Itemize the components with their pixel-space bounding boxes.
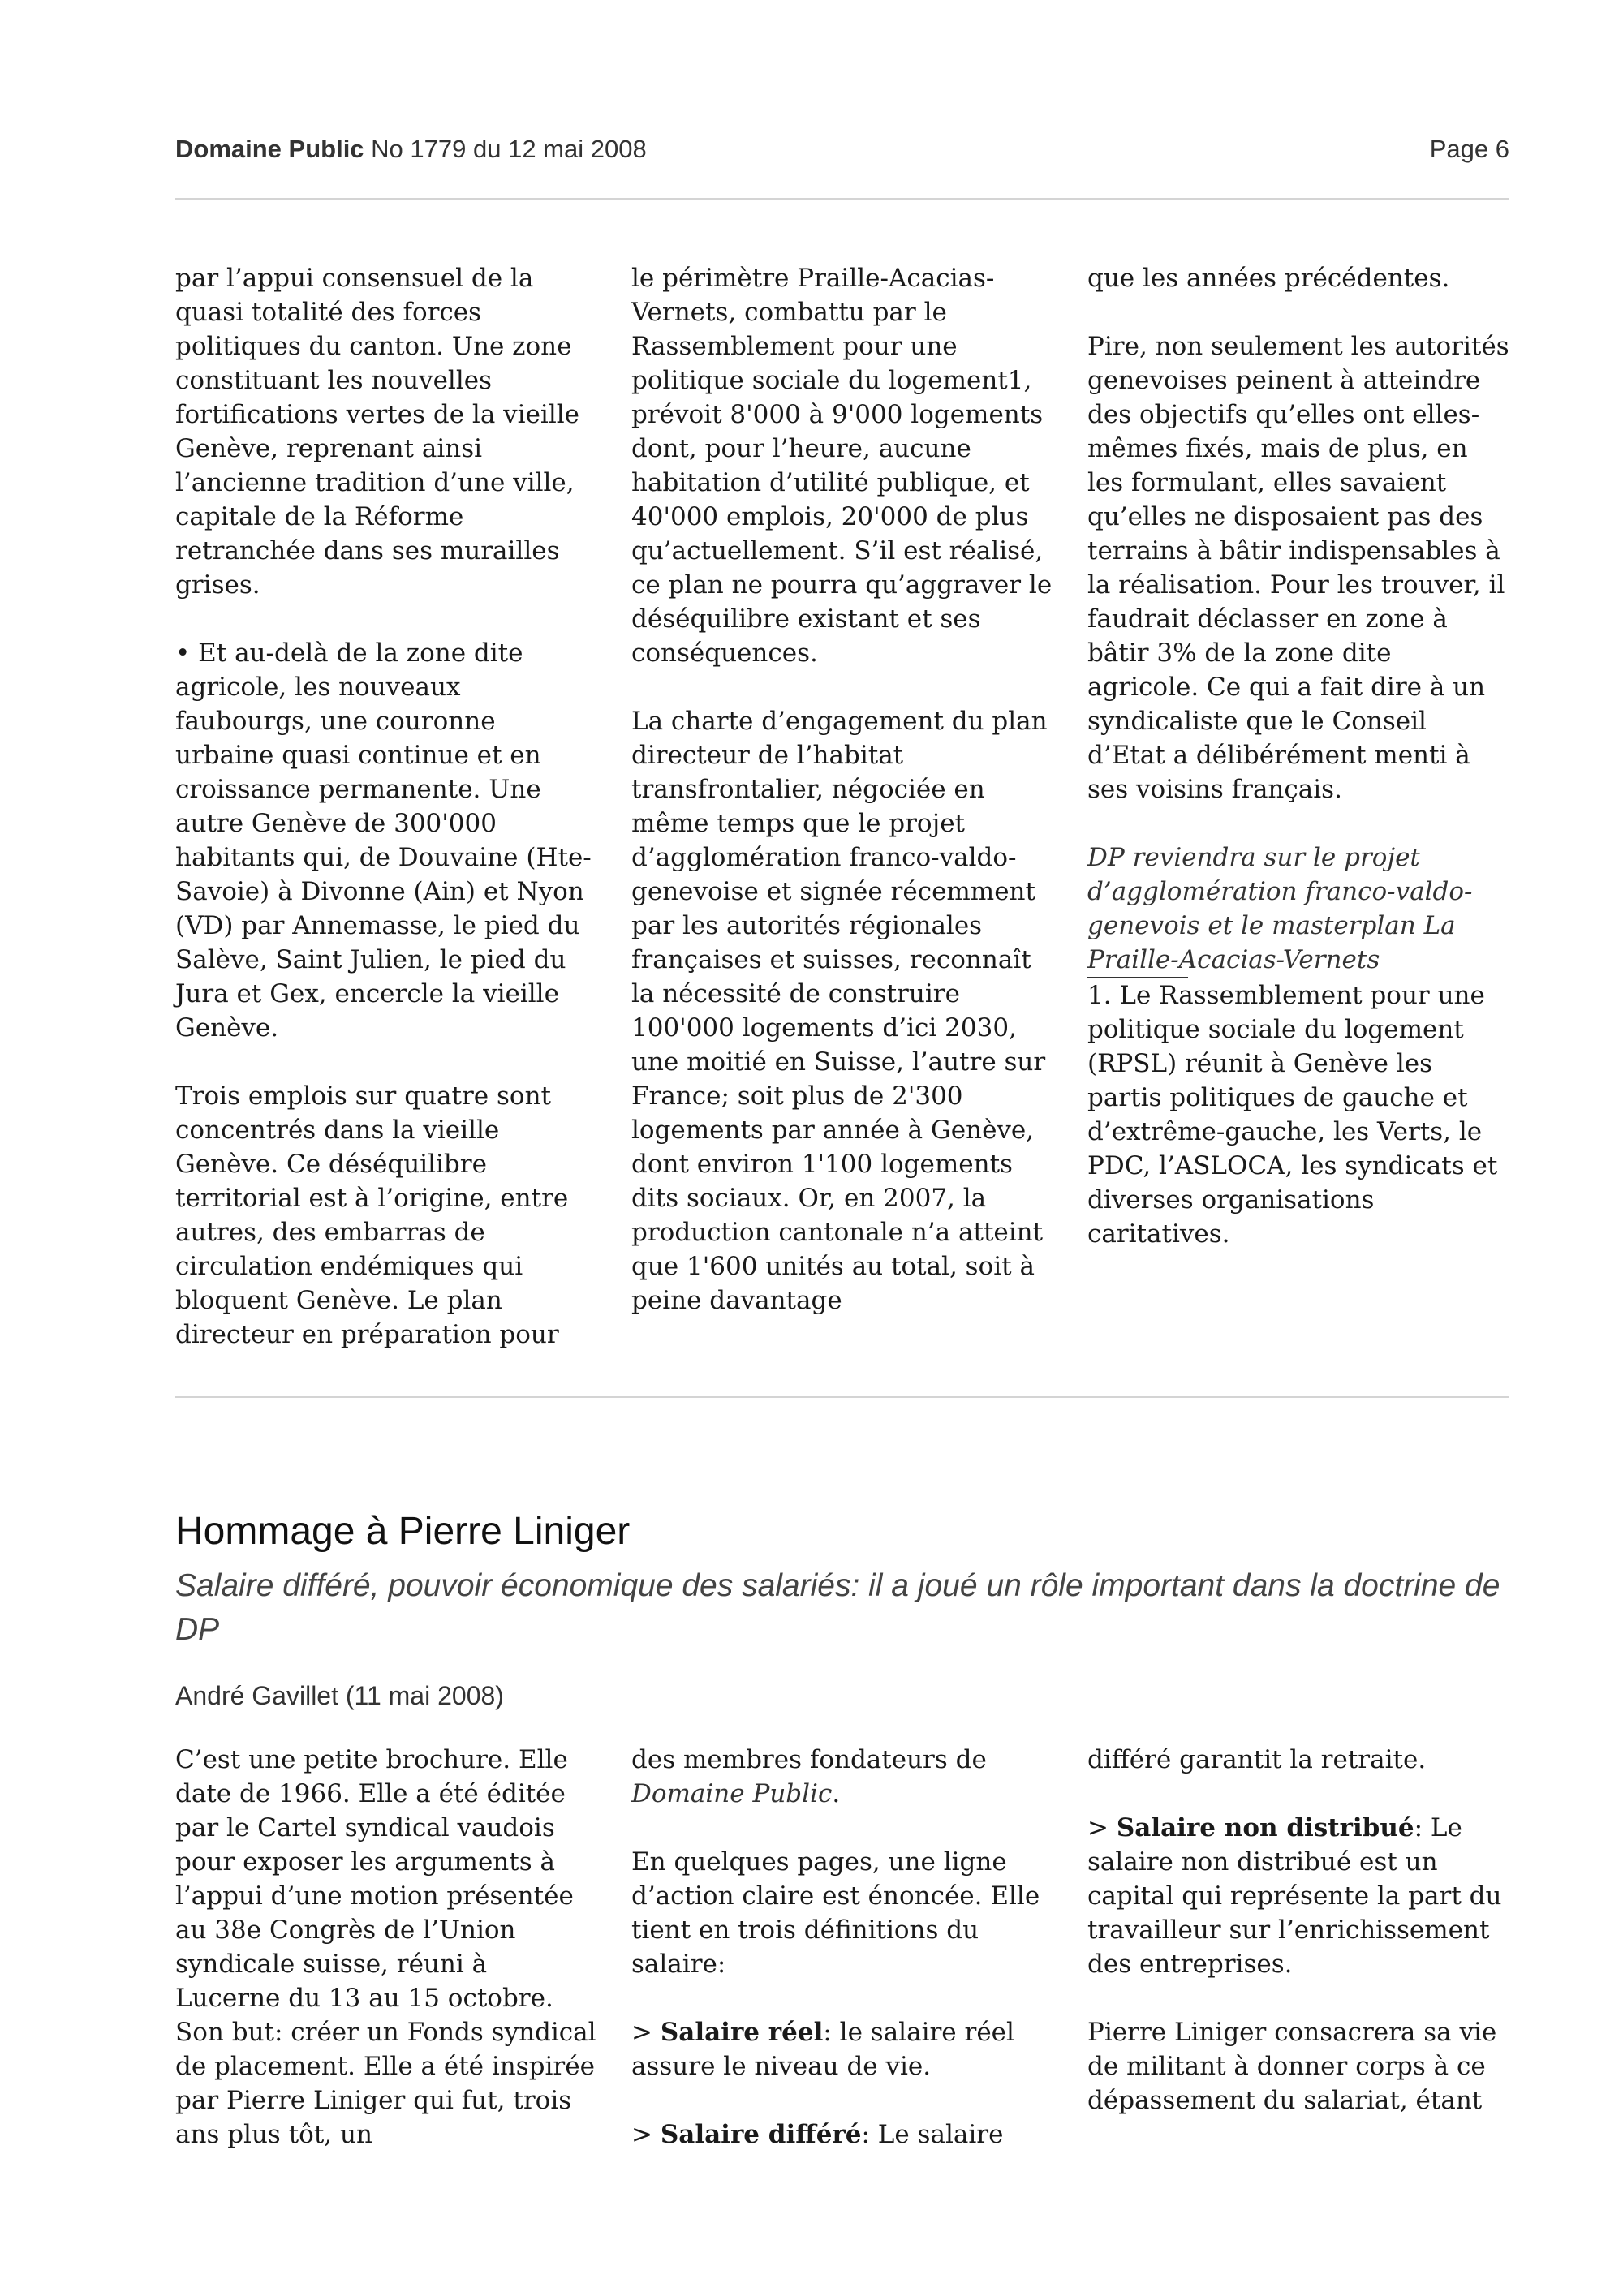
definition-marker: > bbox=[631, 2120, 661, 2149]
definition-text: : le salaire réel assure le niveau de vie. bbox=[631, 2018, 1014, 2081]
paragraph: Pierre Liniger consacrera sa vie de militant à donner corps à ce dépassement du salariat, étant bbox=[1087, 2018, 1497, 2115]
footnote: 1. Le Rassemblement pour une politique sociale du logement (RPSL) réunit à Genève les partis politiques de gauche et d’extrême-gauche, les Verts, le PDC, l’ASLOCA, les syndicats et diverses organisations caritatives. bbox=[1087, 981, 1498, 1249]
journal-name: Domaine Public bbox=[631, 1779, 833, 1808]
page-header bbox=[175, 135, 1509, 170]
paragraph: que les années précédentes. bbox=[1087, 264, 1450, 293]
article-body bbox=[175, 1743, 1509, 2262]
paragraph: le périmètre Praille-Acacias-Vernets, combattu par le Rassemblement pour une politique sociale du logement1, prévoit 8'000 à 9'000 logements dont, pour l’heure, aucune habitation d’utilité publique, et 40'000 emplois, 20'000 de plus qu’actuellement. S’il est réalisé, ce plan ne pourra qu’aggraver le déséquilibre existant et ses conséquences. bbox=[631, 264, 1053, 668]
column-3 bbox=[1087, 1743, 1509, 2262]
paragraph-text: des membres fondateurs de bbox=[631, 1745, 987, 1774]
editorial-note: DP reviendra sur le projet d’agglomération franco-valdo-genevois et le masterplan La Praille-Acacias-Vernets bbox=[1087, 843, 1473, 974]
article-title: Hommage à Pierre Liniger bbox=[175, 1510, 631, 1553]
paragraph: par l’appui consensuel de la quasi totalité des forces politiques du canton. Une zone constituant les nouvelles fortifications vertes de la vieille Genève, reprenant ainsi l’ancienne tradition d’une ville, capitale de la Réforme retranchée dans ses murailles grises. bbox=[175, 264, 580, 600]
definition-marker: > bbox=[1087, 1813, 1117, 1842]
definition-label: Salaire réel bbox=[660, 2018, 824, 2047]
page-number: Page 6 bbox=[1429, 135, 1509, 163]
article-subtitle: Salaire différé, pouvoir économique des salariés: il a joué un rôle important dans la doctrine de DP bbox=[175, 1568, 1500, 1647]
paragraph: • Et au-delà de la zone dite agricole, les nouveaux faubourgs, une couronne urbaine quasi continue et en croissance permanente. Une autre Genève de 300'000 habitants qui, de Douvaine (Hte-Savoie) à Divonne (Ain) et Nyon (VD) par Annemasse, le pied du Salève, Saint Julien, le pied du Jura et Gex, encercle la vieille Genève. bbox=[175, 638, 592, 1043]
definition-label: Salaire non distribué bbox=[1116, 1813, 1414, 1842]
paragraph: La charte d’engagement du plan directeur de l’habitat transfrontalier, négociée en même temps que le projet d’agglomération franco-valdo-genevoise et signée récemment par les autorités régionales françaises et suisses, reconnaît la nécessité de construire 100'000 logements d’ici 2030, une moitié en Suisse, l’autre sur France; soit plus de 2'300 logements par année à Genève, dont environ 1'100 logements dits sociaux. Or, en 2007, la production cantonale n’a atteint que 1'600 unités au total, soit à peine davantage bbox=[631, 707, 1048, 1315]
paragraph-end: . bbox=[832, 1779, 841, 1808]
column-2 bbox=[631, 1743, 1053, 2262]
definition-marker: > bbox=[631, 2018, 661, 2047]
paragraph: Pire, non seulement les autorités genevoises peinent à atteindre des objectifs qu’elles ont elles-mêmes fixés, mais de plus, en les formulant, elles savaient qu’elles ne disposaient pas des terrains à bâtir indispensables à la réalisation. Pour les trouver, il faudrait déclasser en zone à bâtir 3% de la zone dite agricole. Ce qui a fait dire à un syndicaliste que le Conseil d’Etat a délibérément menti à ses voisins français. bbox=[1087, 332, 1509, 804]
paragraph: différé garantit la retraite. bbox=[1087, 1745, 1427, 1774]
definition-label: Salaire différé bbox=[660, 2120, 862, 2149]
publication-name: Domaine Public bbox=[175, 135, 364, 163]
paragraph: Trois emplois sur quatre sont concentrés dans la vieille Genève. Ce déséquilibre territorial est à l’origine, entre autres, des embarras de circulation endémiques qui bloquent Genève. Le plan directeur en préparation pour bbox=[175, 1081, 569, 1349]
definition-text: : Le salaire bbox=[861, 2120, 1004, 2149]
paragraph bbox=[631, 1743, 1053, 1811]
article-divider bbox=[175, 1396, 1509, 1398]
article-byline: André Gavillet (11 mai 2008) bbox=[175, 1681, 504, 1710]
issue-info: No 1779 du 12 mai 2008 bbox=[371, 135, 647, 163]
definition-text: : Le salaire non distribué est un capital qui représente la part du travailleur sur l’enrichissement des entreprises. bbox=[1087, 1813, 1502, 1979]
column-3 bbox=[1087, 261, 1509, 1365]
column-1 bbox=[175, 1743, 597, 2262]
definition-item bbox=[631, 2015, 1053, 2083]
header-divider bbox=[175, 198, 1509, 200]
paragraph: En quelques pages, une ligne d’action claire est énoncée. Elle tient en trois définitions du salaire: bbox=[631, 1847, 1040, 1979]
article-continuation bbox=[175, 261, 1509, 1365]
column-2 bbox=[631, 261, 1053, 1365]
paragraph: C’est une petite brochure. Elle date de 1966. Elle a été éditée par le Cartel syndical vaudois pour exposer les arguments à l’appui d’une motion présentée au 38e Congrès de l’Union syndicale suisse, réuni à Lucerne du 13 au 15 octobre. Son but: créer un Fonds syndical de placement. Elle a été inspirée par Pierre Liniger qui fut, trois ans plus tôt, un bbox=[175, 1745, 596, 2149]
definition-item bbox=[1087, 1811, 1509, 1981]
definition-item bbox=[631, 2118, 1053, 2152]
column-1 bbox=[175, 261, 597, 1365]
